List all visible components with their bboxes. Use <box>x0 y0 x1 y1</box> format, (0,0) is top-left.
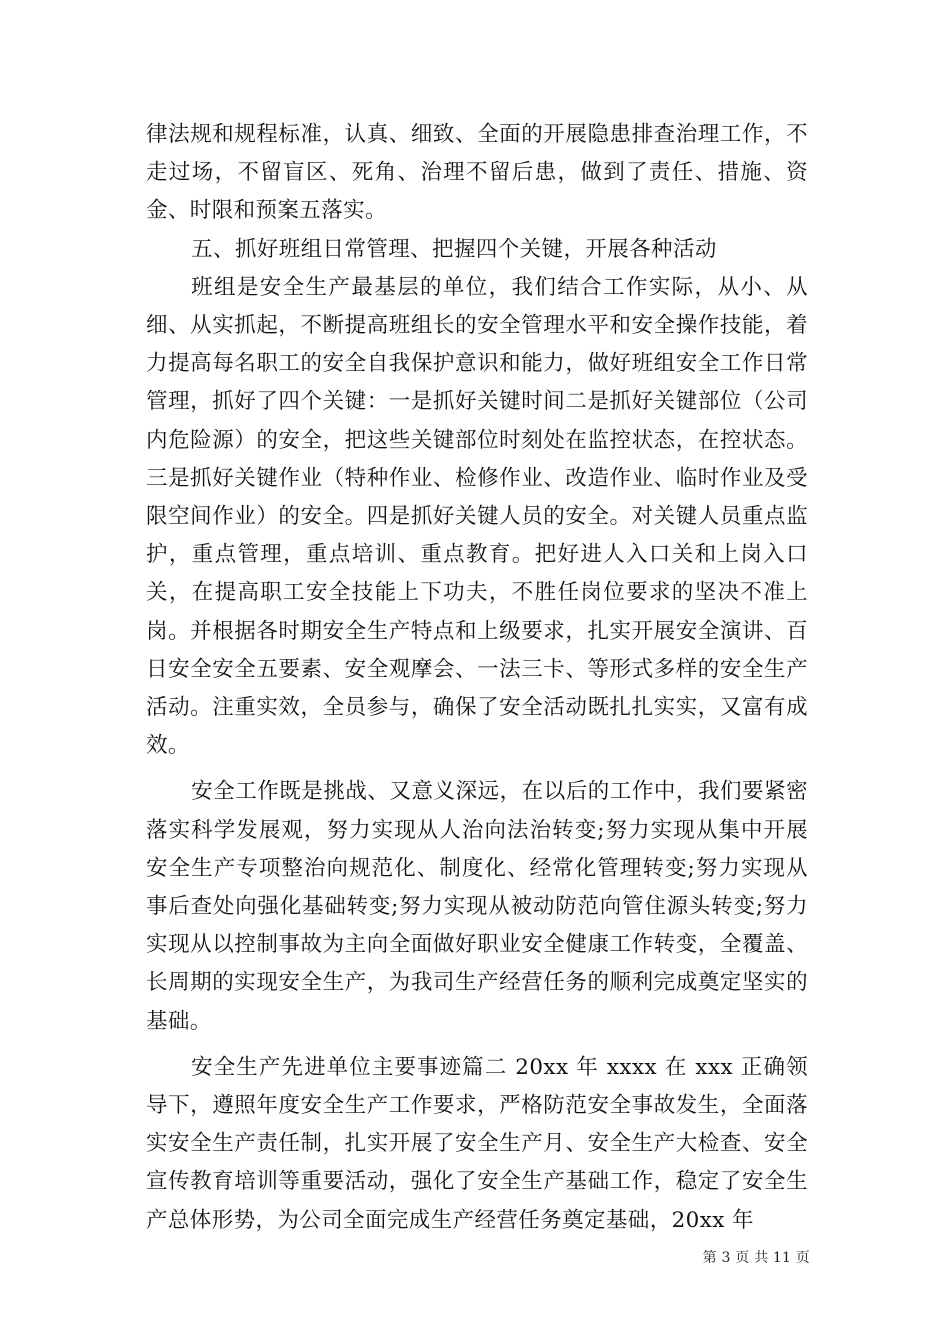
section-heading-five: 五、抓好班组日常管理、把握四个关键，开展各种活动 <box>191 236 717 262</box>
paragraph-safety-outlook: 安全工作既是挑战、又意义深远，在以后的工作中，我们要紧密落实科学发展观，努力实现从人治向法治转变;努力实现从集中开展安全生产专项整治向规范化、制度化、经常化管理转变;努力实现从事后查处向强化基础转变;努力实现从被动防范向管住源头转变;努力实现从以控制事故为主向全面做好职业安全健康工作转变，全覆盖、长周期的实现安全生产，为我司生产经营任务的顺利完成奠定坚实的基础。 <box>146 779 808 1034</box>
paragraph-team-management: 班组是安全生产最基层的单位，我们结合工作实际，从小、从细、从实抓起，不断提高班组长的安全管理水平和安全操作技能，着力提高每名职工的安全自我保护意识和能力，做好班组安全工作日常管理，抓好了四个关键：一是抓好关键时间二是抓好关键部位（公司内危险源）的安全，把这些关键部位时刻处在监控状态，在控状态。三是抓好关键作业（特种作业、检修作业、改造作业、临时作业及受限空间作业）的安全。四是抓好关键人员的安全。对关键人员重点监护，重点管理，重点培训、重点教育。把好进人入口关和上岗入口关，在提高职工安全技能上下功夫，不胜任岗位要求的坚决不准上岗。并根据各时期安全生产特点和上级要求，扎实开展安全演讲、百日安全安全五要素、安全观摩会、一法三卡、等形式多样的安全生产活动。注重实效，全员参与，确保了安全活动既扎扎实实，又富有成效。 <box>146 274 808 759</box>
page-number-footer: 第 3 页 共 11 页 <box>702 1250 810 1266</box>
document-body <box>146 116 808 1240</box>
paragraph-continuation: 律法规和规程标准，认真、细致、全面的开展隐患排查治理工作，不走过场，不留盲区、死角、治理不留后患，做到了责任、措施、资金、时限和预案五落实。 <box>146 122 808 224</box>
paragraph-part-two-intro: 安全生产先进单位主要事迹篇二 20xx 年 xxxx 在 xxx 正确领导下，遵照年度安全生产工作要求，严格防范安全事故发生，全面落实安全生产责任制，扎实开展了安全生产月、安全生产大检查、安全宣传教育培训等重要活动，强化了安全生产基础工作，稳定了安全生产总体形势，为公司全面完成生产经营任务奠定基础，20xx 年 <box>146 1054 808 1233</box>
